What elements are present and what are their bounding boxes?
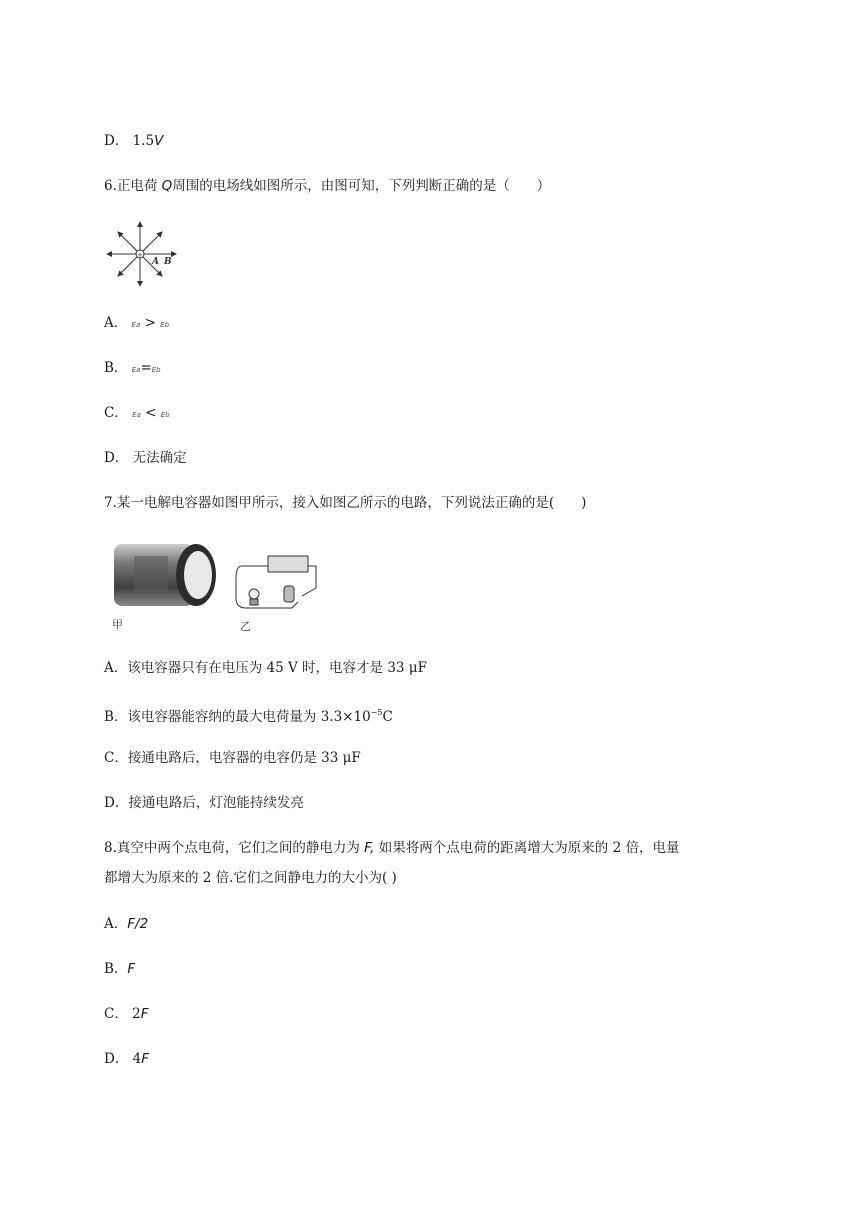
q8-option-d [104, 1049, 149, 1069]
q6-stem [104, 176, 550, 196]
exponent: −5 [370, 708, 383, 717]
q7-option-c [104, 748, 361, 768]
coefficient: 4 [132, 1051, 142, 1067]
q5-option-d [104, 131, 163, 151]
capacitor-icon [284, 586, 294, 602]
q8-stem-line2 [104, 868, 397, 888]
relation-symbol: < [145, 405, 157, 421]
q6-option-c [104, 403, 170, 425]
force-symbol: F [140, 1006, 149, 1022]
point-b-label: B [164, 257, 172, 267]
force-symbol: F [141, 1051, 149, 1067]
stem-text: 如果将两个点电荷的距离增大为原来的 2 倍，电量 [374, 840, 680, 856]
unit: C [382, 709, 393, 725]
battery-pack [268, 556, 308, 572]
q6-field-diagram [104, 218, 184, 290]
option-label: D． [104, 133, 129, 149]
capacitor-photo [108, 538, 228, 634]
field-strength-b: Eb [151, 366, 161, 374]
q8-option-b [104, 959, 135, 979]
q8-option-c [104, 1004, 149, 1024]
capacitor-label [134, 556, 168, 592]
q7-stem [104, 493, 586, 513]
field-strength-a: Ea [131, 366, 141, 374]
fig-jia-label: 甲 [112, 618, 123, 631]
unit: V [154, 133, 164, 149]
stem-text: 6.正电荷 [104, 178, 162, 194]
option-label: D． [104, 450, 129, 466]
q6-option-d [104, 448, 187, 468]
q7-option-b [104, 703, 393, 727]
option-text: D．接通电路后，灯泡能持续发亮 [104, 795, 304, 811]
fig-yi-label: 乙 [240, 620, 251, 633]
field-strength-b: Eb [160, 411, 170, 419]
plus-sign: + [137, 251, 143, 259]
circuit-diagram [232, 548, 324, 634]
option-text: C．接通电路后，电容器的电容仍是 33 μF [104, 750, 361, 766]
relation-symbol: = [140, 360, 152, 376]
force-symbol: F, [364, 840, 375, 856]
capacitor-end-cap [184, 551, 212, 599]
option-label: C． [104, 405, 128, 421]
q7-option-a [104, 658, 427, 678]
field-strength-a: Ea [132, 411, 141, 419]
q6-option-b [104, 358, 161, 380]
option-value: F/2 [127, 916, 149, 932]
q7-option-d [104, 793, 304, 813]
stem-text: 7.某一电解电容器如图甲所示，接入如图乙所示的电路，下列说法正确的是( ) [104, 495, 587, 511]
point-a-label: A [152, 257, 159, 267]
option-value: F [127, 961, 136, 977]
stem-text: 周围的电场线如图所示，由图可知，下列判断正确的是（ ） [172, 178, 551, 194]
option-label: A． [104, 916, 128, 932]
field-line [140, 232, 162, 254]
q8-option-a [104, 914, 148, 934]
option-text: A．该电容器只有在电压为 45 V 时，电容才是 33 μF [104, 660, 427, 676]
option-label: B． [104, 961, 128, 977]
bulb-socket [250, 599, 258, 605]
option-label: C． [104, 1006, 128, 1022]
light-bulb [249, 589, 259, 599]
option-value: 1.5 [132, 133, 155, 149]
q8-stem-line1 [104, 838, 679, 858]
option-label: D． [104, 1051, 129, 1067]
option-text: 无法确定 [132, 450, 187, 466]
charge-symbol: Q [161, 178, 173, 194]
stem-text: 8.真空中两个点电荷，它们之间的静电力为 [104, 840, 365, 856]
relation-symbol: > [144, 315, 156, 331]
field-strength-b: Eb [160, 321, 170, 329]
option-label: A． [104, 315, 128, 331]
q6-option-a [104, 313, 169, 335]
stem-text: 都增大为原来的 2 倍.它们之间静电力的大小为( ) [104, 870, 397, 886]
option-text: B．该电容器能容纳的最大电荷量为 3.3×10 [104, 709, 371, 725]
coefficient: 2 [132, 1006, 141, 1022]
field-strength-a: Ea [131, 321, 141, 329]
option-label: B． [104, 360, 128, 376]
